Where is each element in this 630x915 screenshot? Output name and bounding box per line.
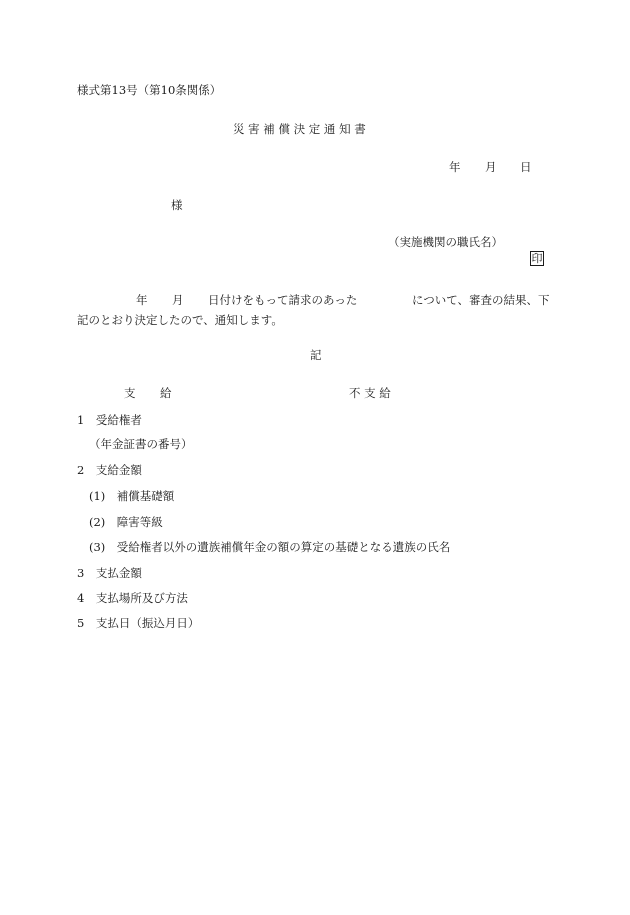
item-disability-grade: (2) 障害等級 <box>89 515 163 529</box>
body-year-label: 年 <box>136 293 148 307</box>
seal-mark: 印 <box>531 252 543 265</box>
item-base-compensation: (1) 補償基礎額 <box>89 489 175 503</box>
item-payout-amount: 3 支払金額 <box>77 566 142 580</box>
date-day-label: 日 <box>520 160 532 174</box>
form-number: 様式第13号（第10条関係） <box>77 83 222 97</box>
item-payment-amount: 2 支給金額 <box>77 463 142 477</box>
issuer-label: （実施機関の職氏名） <box>388 235 503 249</box>
body-about-text: について、審査の結果、下 <box>412 293 550 307</box>
item-certificate-number: （年金証書の番号） <box>89 437 193 451</box>
document-title: 災 害 補 償 決 定 通 知 書 <box>233 122 366 136</box>
item-payment-place-method: 4 支払場所及び方法 <box>77 591 188 605</box>
ki-heading: 記 <box>310 348 322 362</box>
item-payment-date: 5 支払日（振込月日） <box>77 616 200 630</box>
non-payment-label: 不 支 給 <box>349 386 391 400</box>
date-year-label: 年 <box>449 160 461 174</box>
payment-label-left: 支 <box>124 386 136 400</box>
item-beneficiary: 1 受給権者 <box>77 413 142 427</box>
body-claim-text: 日付けをもって請求のあった <box>208 293 358 307</box>
item-survivor-names: (3) 受給権者以外の遺族補償年金の額の算定の基礎となる遺族の氏名 <box>89 540 451 554</box>
payment-label-right: 給 <box>160 386 172 400</box>
body-line-2: 記のとおり決定したので、通知します。 <box>77 313 283 327</box>
body-month-label: 月 <box>172 293 184 307</box>
date-month-label: 月 <box>485 160 497 174</box>
addressee-suffix: 様 <box>171 198 183 212</box>
